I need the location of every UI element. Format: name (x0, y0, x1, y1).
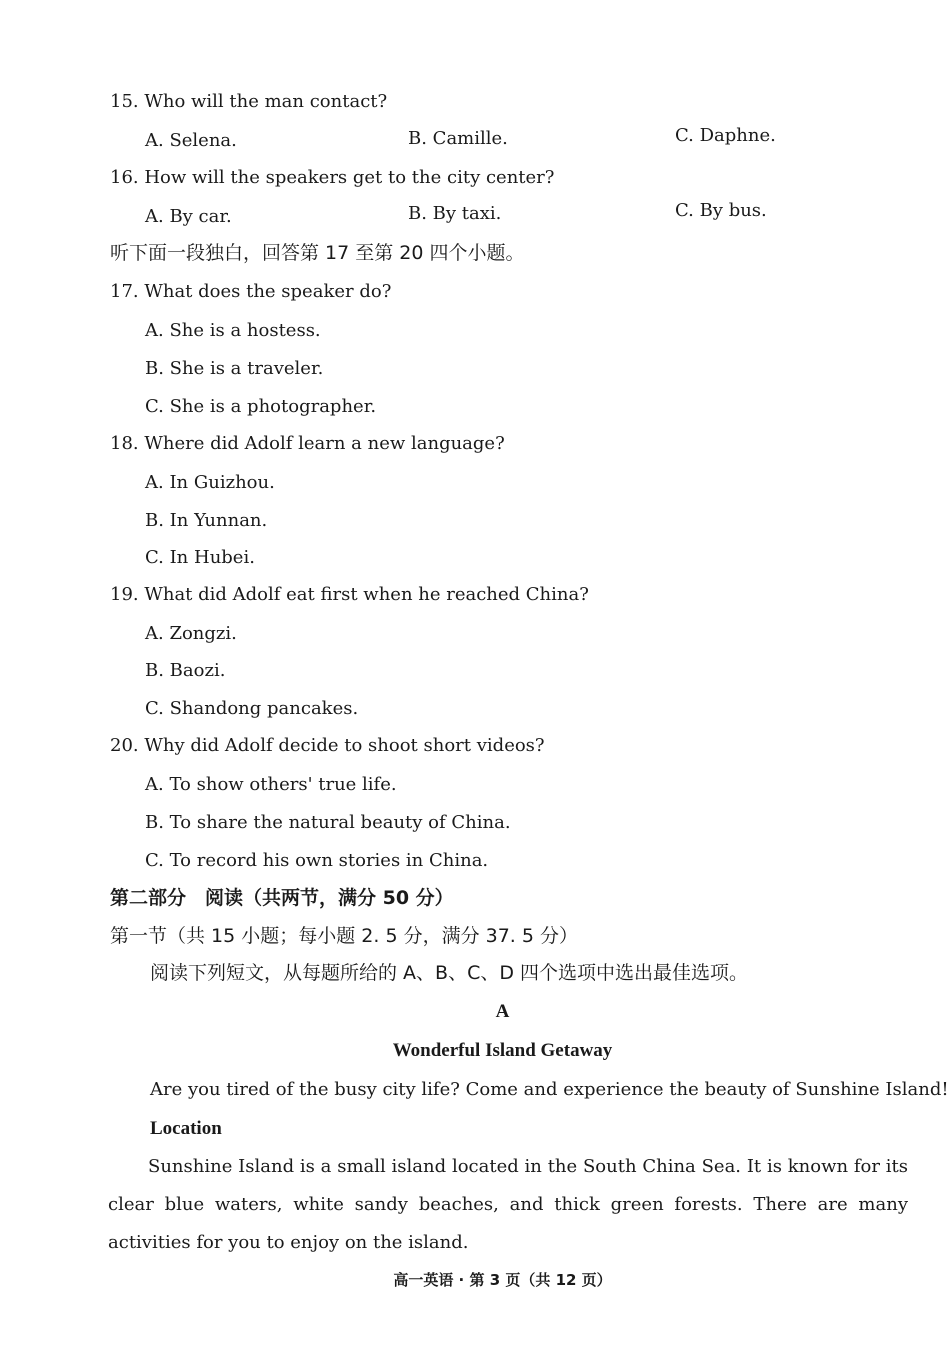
question-20-option-c: C. To record his own stories in China. (145, 850, 489, 871)
passage-intro: Are you tired of the busy city life? Come and experience the beauty of Sunshine Island! (150, 1079, 949, 1100)
question-20-option-b: B. To share the natural beauty of China. (145, 812, 511, 833)
question-20-stem: 20. Why did Adolf decide to shoot short videos? (110, 735, 545, 756)
question-17-option-b: B. She is a traveler. (145, 358, 324, 379)
question-16-option-b: B. By taxi. (408, 203, 502, 224)
reading-instructions: 阅读下列短文，从每题所给的 A、B、C、D 四个选项中选出最佳选项。 (150, 962, 749, 984)
question-15-stem: 15. Who will the man contact? (110, 91, 388, 112)
question-16-stem: 16. How will the speakers get to the city center? (110, 167, 555, 188)
question-18-option-a: A. In Guizhou. (145, 472, 275, 493)
question-19-option-b: B. Baozi. (145, 660, 226, 681)
location-paragraph-text: Sunshine Island is a small island located in the South China Sea. It is known for its clear blue waters, white sandy beaches, and thick green forests. There are many activities for you to enjoy on the island. (108, 1156, 908, 1253)
question-15-option-c: C. Daphne. (675, 125, 776, 146)
page-footer: 高一英语 · 第 3 页（共 12 页） (393, 1271, 612, 1289)
question-15-option-b: B. Camille. (408, 128, 508, 149)
passage-title: Wonderful Island Getaway (392, 1040, 613, 1061)
question-19-stem: 19. What did Adolf eat first when he reached China? (110, 584, 589, 605)
question-17-stem: 17. What does the speaker do? (110, 281, 392, 302)
monologue-instruction: 听下面一段独白，回答第 17 至第 20 四个小题。 (110, 242, 525, 264)
question-18-option-c: C. In Hubei. (145, 547, 255, 568)
question-18-stem: 18. Where did Adolf learn a new language? (110, 433, 505, 454)
part-two-title: 第二部分 阅读（共两节，满分 50 分） (110, 887, 454, 909)
question-17-option-c: C. She is a photographer. (145, 396, 377, 417)
question-16-option-c: C. By bus. (675, 200, 767, 221)
question-15-option-a: A. Selena. (145, 130, 237, 151)
location-paragraph (108, 1148, 908, 1262)
question-17-option-a: A. She is a hostess. (145, 320, 321, 341)
section-one-title: 第一节（共 15 小题；每小题 2. 5 分，满分 37. 5 分） (110, 925, 579, 947)
question-19-option-a: A. Zongzi. (145, 623, 237, 644)
question-20-option-a: A. To show others' true life. (145, 774, 397, 795)
question-18-option-b: B. In Yunnan. (145, 510, 268, 531)
location-heading: Location (150, 1118, 222, 1139)
question-16-option-a: A. By car. (145, 206, 232, 227)
passage-letter: A (495, 1001, 510, 1022)
question-19-option-c: C. Shandong pancakes. (145, 698, 359, 719)
